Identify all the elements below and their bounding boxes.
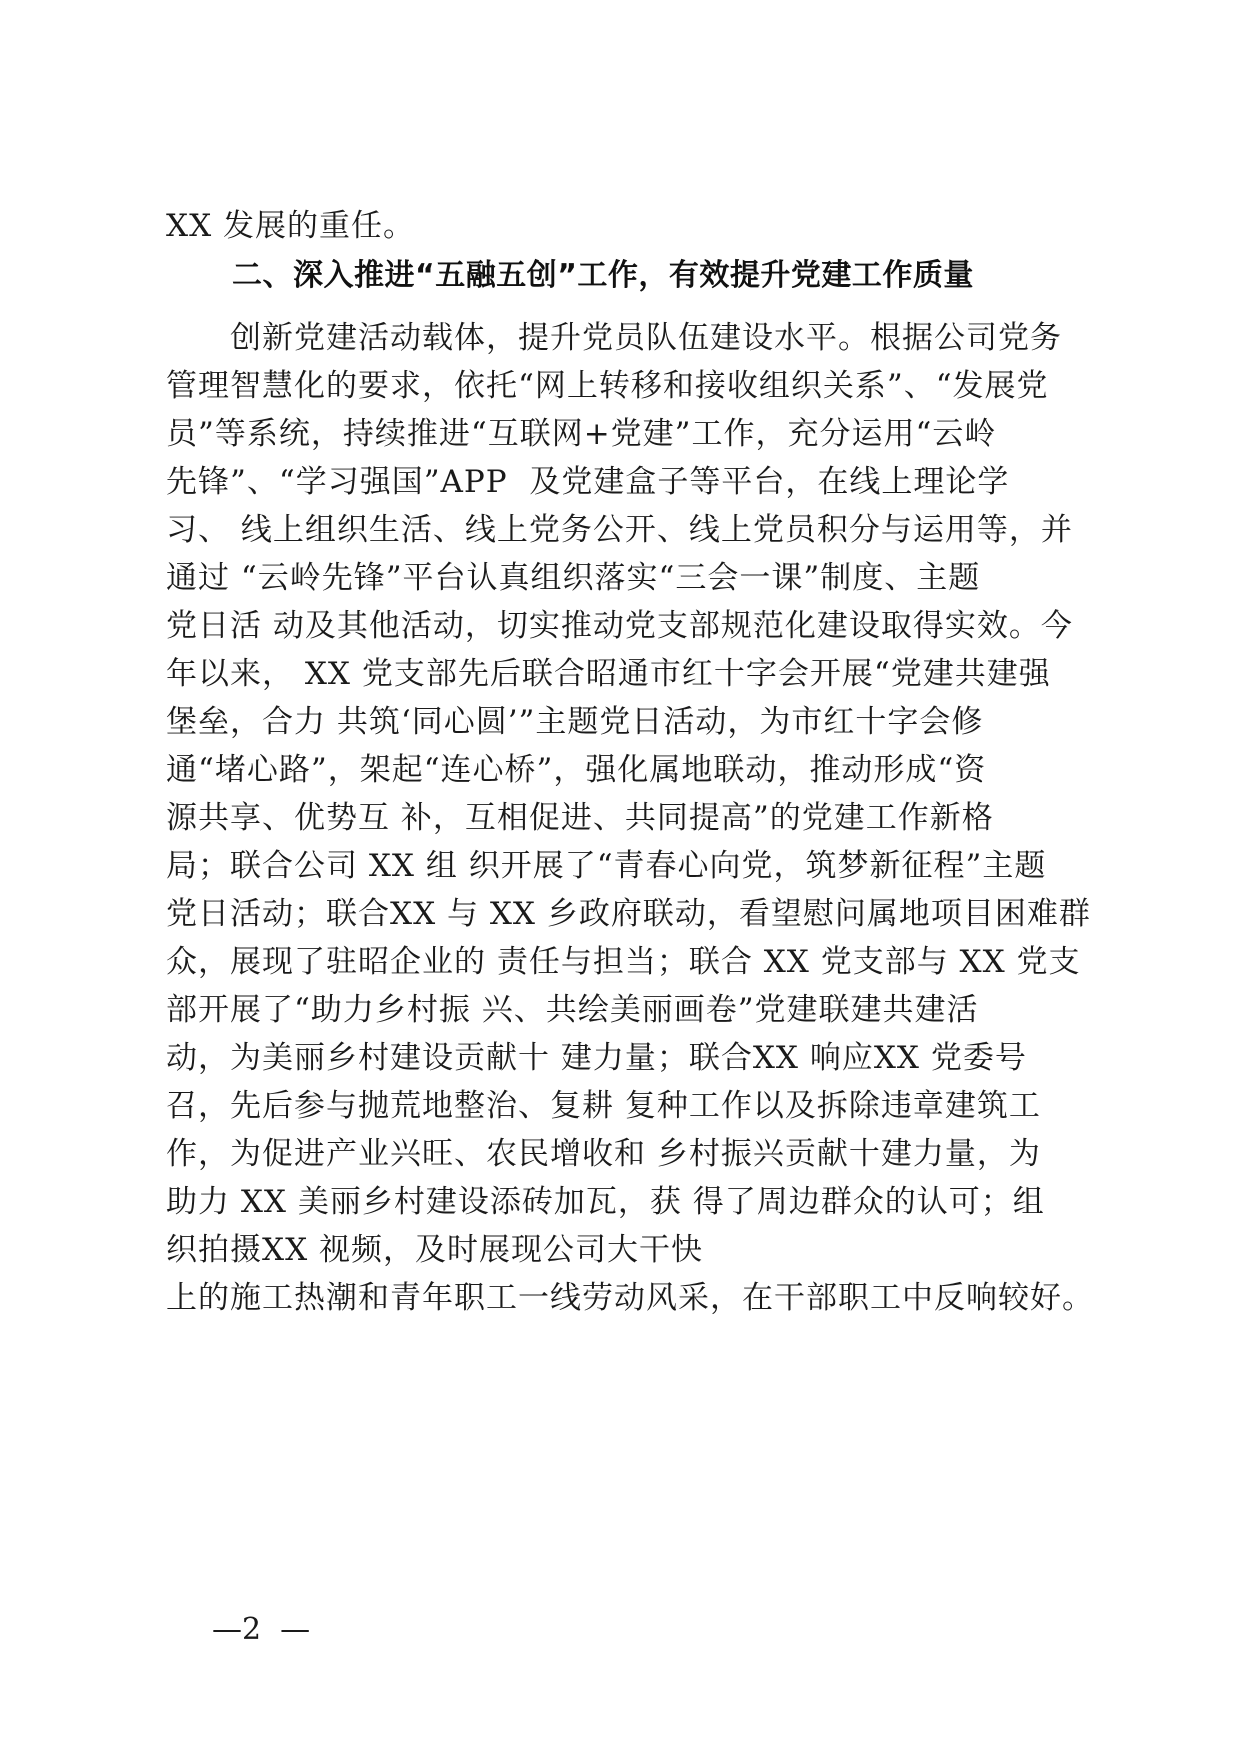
paragraph-line: 习、 线上组织生活、线上党务公开、线上党员积分与运用等，并 [166, 512, 1073, 548]
paragraph-line: 源共享、优势互 补，互相促进、共同提高”的党建工作新格 [166, 800, 994, 836]
paragraph-line: 先锋”、“学习强国”APP 及党建盒子等平台，在线上理论学 [166, 464, 1010, 500]
paragraph-line: 党日活 动及其他活动，切实推动党支部规范化建设取得实效。今 [166, 608, 1073, 644]
paragraph-line: 员”等系统，持续推进“互联网+党建”工作，充分运用“云岭 [166, 416, 997, 452]
continued-text-line: XX 发展的重任。 [166, 208, 415, 244]
section-heading: 二、深入推进“五融五创”工作，有效提升党建工作质量 [232, 258, 974, 293]
paragraph-line: 堡垒，合力 共筑‘同心圆’”主题党日活动，为市红十字会修 [166, 704, 984, 740]
paragraph-line: 作，为促进产业兴旺、农民增收和 乡村振兴贡献十建力量，为 [166, 1136, 1041, 1172]
paragraph-line: 召，先后参与抛荒地整治、复耕 复种工作以及拆除违章建筑工 [166, 1088, 1041, 1124]
paragraph-line: 助力 XX 美丽乡村建设添砖加瓦，获 得了周边群众的认可；组 [166, 1184, 1045, 1220]
paragraph-line: 通过 “云岭先锋”平台认真组织落实“三会一课”制度、主题 [166, 560, 981, 596]
paragraph-line: 党日活动；联合XX 与 XX 乡政府联动，看望慰问属地项目困难群 [166, 896, 1091, 932]
paragraph-line: 局；联合公司 XX 组 织开展了“青春心向党，筑梦新征程”主题 [166, 848, 1047, 884]
paragraph-line: 通“堵心路”，架起“连心桥”，强化属地联动，推动形成“资 [166, 752, 987, 788]
paragraph-line: 部开展了“助力乡村振 兴、共绘美丽画卷”党建联建共建活 [166, 992, 979, 1028]
page-number: —2 — [212, 1612, 311, 1647]
paragraph-line: 管理智慧化的要求，依托“网上转移和接收组织关系”、“发展党 [166, 368, 1049, 404]
paragraph-line: 众，展现了驻昭企业的 责任与担当；联合 XX 党支部与 XX 党支 [166, 944, 1081, 980]
paragraph-line: 上的施工热潮和青年职工一线劳动风采，在干部职工中反响较好。 [166, 1280, 1094, 1316]
paragraph-line: 年以来， XX 党支部先后联合昭通市红十字会开展“党建共建强 [166, 656, 1051, 692]
paragraph-line: 织拍摄XX 视频，及时展现公司大干快 [166, 1232, 703, 1268]
paragraph-line: 动，为美丽乡村建设贡献十 建力量；联合XX 响应XX 党委号 [166, 1040, 1027, 1076]
paragraph-line: 创新党建活动载体，提升党员队伍建设水平。根据公司党务 [166, 320, 1062, 356]
